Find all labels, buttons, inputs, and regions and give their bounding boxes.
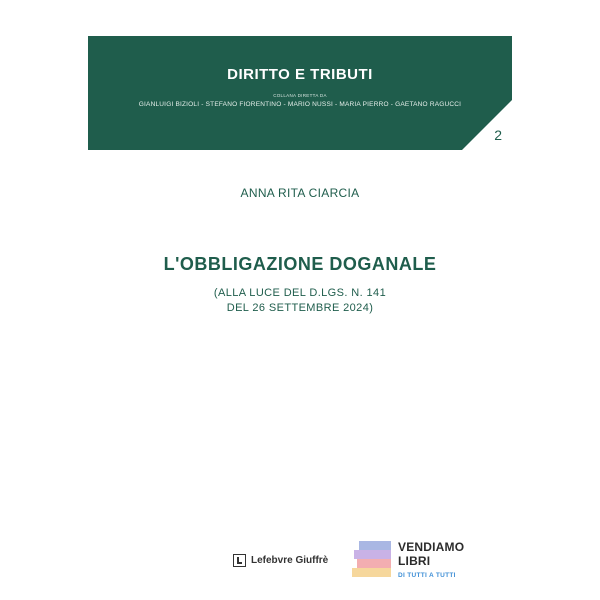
editors-label: COLLANA DIRETTA DA [273, 93, 327, 98]
book-title: L'OBBLIGAZIONE DOGANALE [163, 254, 437, 274]
badge-stripe [359, 541, 391, 550]
badge-stripe [354, 550, 391, 559]
badge-tagline: DI TUTTI A TUTTI [398, 572, 456, 579]
seller-badge [351, 537, 463, 587]
badge-line-1: VENDIAMO [398, 540, 465, 554]
publisher-icon [233, 554, 246, 567]
volume-number: 2 [494, 127, 502, 143]
series-banner [88, 36, 512, 150]
series-title: DIRITTO E TRIBUTI [227, 66, 373, 83]
badge-line-2: LIBRI [398, 554, 431, 568]
publisher-name: Lefebvre Giuffrè [251, 555, 329, 566]
book-cover [88, 36, 512, 581]
editors-names: GIANLUIGI BIZIOLI - STEFANO FIORENTINO - MARIO NUSSI - MARIA PIERRO - GAETANO RAGUCCI [138, 101, 462, 108]
subtitle-line-2: DEL 26 SETTEMBRE 2024) [226, 302, 374, 314]
badge-stripe [352, 568, 391, 577]
publisher-logo [233, 554, 328, 567]
corner-triangle [462, 100, 512, 150]
subtitle-line-1: (ALLA LUCE DEL D.LGS. N. 141 [213, 287, 387, 299]
author-name: ANNA RITA CIARCIA [240, 186, 360, 200]
badge-stripe [357, 559, 391, 568]
